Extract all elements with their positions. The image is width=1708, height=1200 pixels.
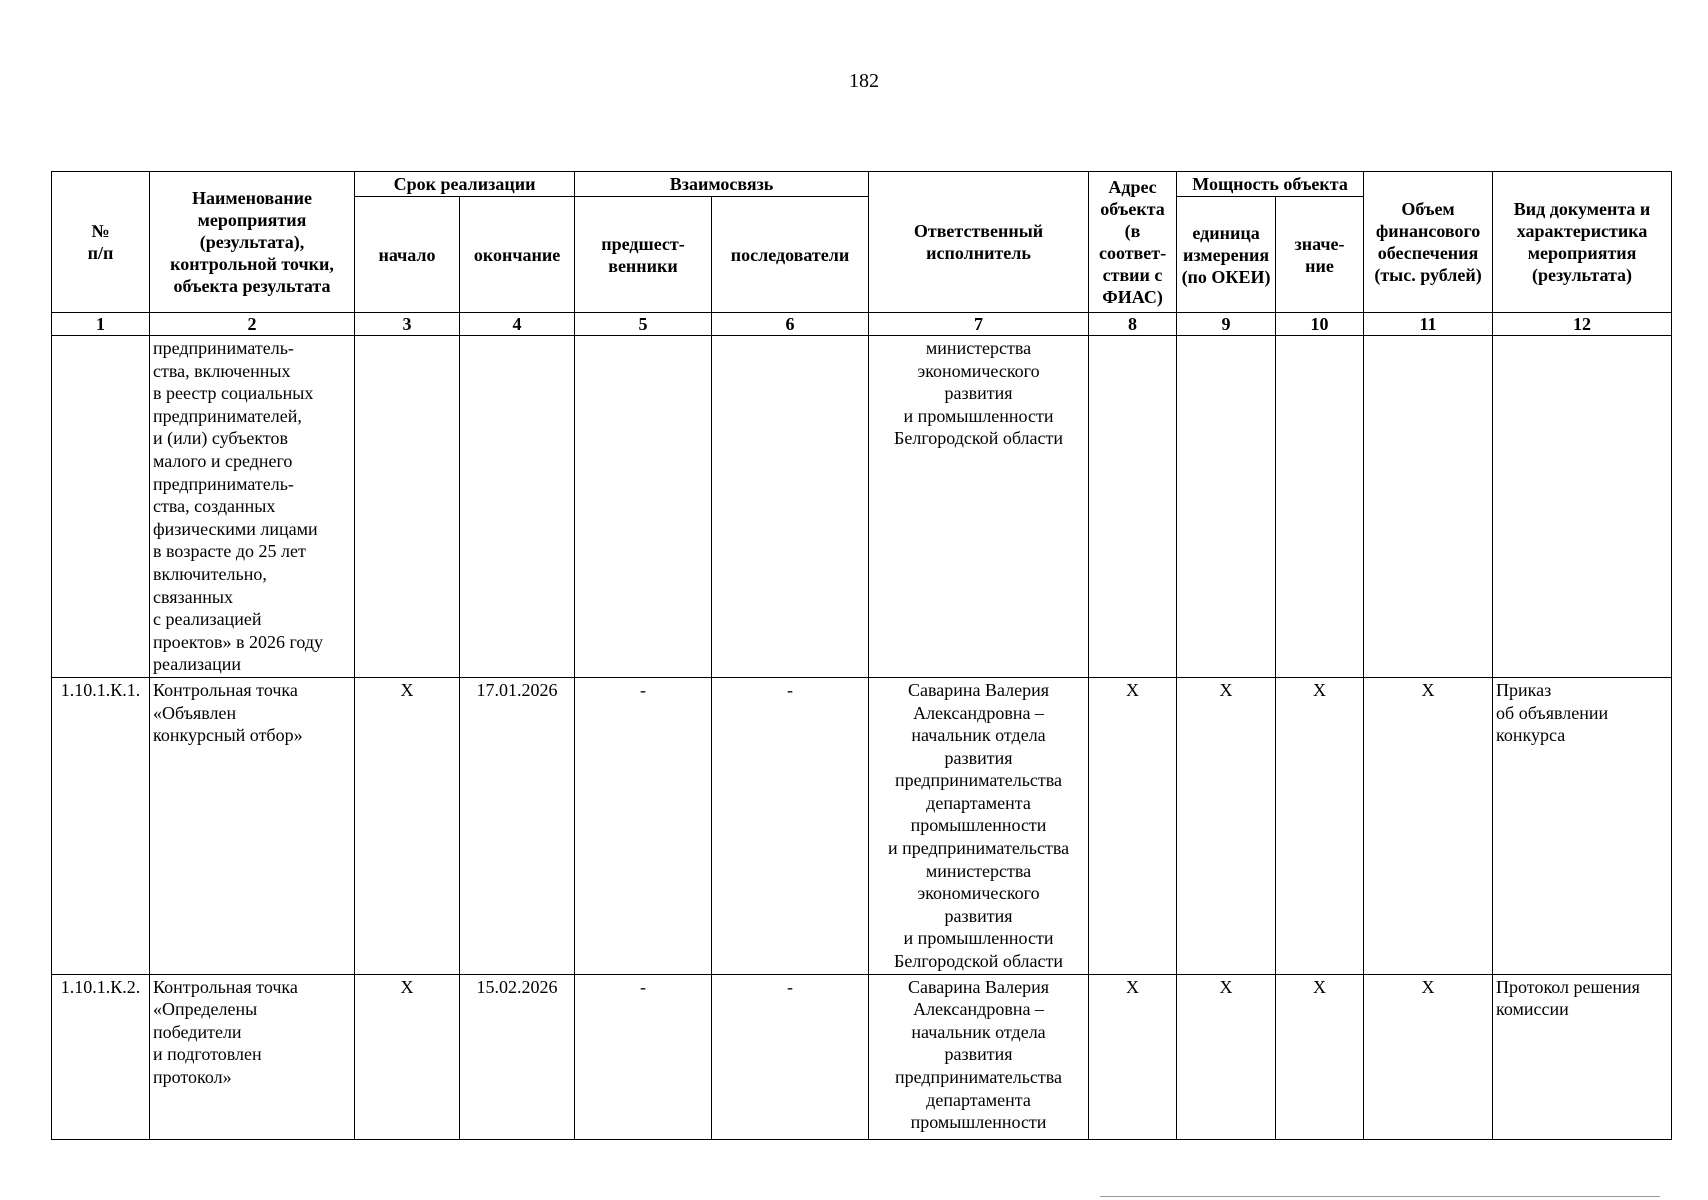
column-number: 12 [1493,313,1672,336]
cell-unit [1177,336,1276,678]
cell-end [460,336,575,678]
header-start: начало [355,197,460,313]
cell-num: 1.10.1.К.1. [52,677,150,974]
cell-start: Х [355,677,460,974]
cell-address [1089,336,1177,678]
cell-successors [712,336,869,678]
header-name: Наименование мероприятия (результата), контрольной точки, объекта результата [150,172,355,313]
cell-end: 15.02.2026 [460,974,575,1139]
cell-doc-type: Протокол решения комиссии [1493,974,1672,1139]
header-period: Срок реализации [355,172,575,197]
column-number: 9 [1177,313,1276,336]
cell-executor: Саварина Валерия Александровна – начальник отдела развития предпринимательства департамента промышленности [869,974,1089,1139]
cell-start: Х [355,974,460,1139]
column-number: 2 [150,313,355,336]
cell-successors: - [712,677,869,974]
page-number: 182 [849,70,879,92]
cell-address: Х [1089,677,1177,974]
cell-value: Х [1276,974,1364,1139]
cell-end: 17.01.2026 [460,677,575,974]
cell-value [1276,336,1364,678]
cell-unit: Х [1177,974,1276,1139]
cell-predecessors [575,336,712,678]
cell-unit: Х [1177,677,1276,974]
cell-name: Контрольная точка «Определены победители и подготовлен протокол» [150,974,355,1139]
table-row [52,974,1672,1139]
column-number: 1 [52,313,150,336]
cell-executor: Саварина Валерия Александровна – начальник отдела развития предпринимательства департамента промышленности и предпринимательства министерства экономического развития и промышленности Белгородской области [869,677,1089,974]
header-relation: Взаимосвязь [575,172,869,197]
cell-doc-type [1493,336,1672,678]
column-number: 6 [712,313,869,336]
cell-start [355,336,460,678]
column-number: 7 [869,313,1089,336]
cell-executor: министерства экономического развития и промышленности Белгородской области [869,336,1089,678]
cell-value: Х [1276,677,1364,974]
table-row [52,677,1672,974]
column-number: 4 [460,313,575,336]
header-capacity: Мощность объекта [1177,172,1364,197]
table-row [52,336,1672,678]
plan-table [51,171,1672,1140]
cell-doc-type: Приказ об объявлении конкурса [1493,677,1672,974]
column-number: 10 [1276,313,1364,336]
column-number: 5 [575,313,712,336]
header-value: значе- ние [1276,197,1364,313]
cell-funding: Х [1364,974,1493,1139]
cell-num: 1.10.1.К.2. [52,974,150,1139]
cell-name: предприниматель- ства, включенных в реестр социальных предпринимателей, и (или) субъектов малого и среднего предприниматель- ства, созданных физическими лицами в возрасте до 25 лет включительно, связанных с реализацией проектов» в 2026 году реализации [150,336,355,678]
cell-address: Х [1089,974,1177,1139]
cell-num [52,336,150,678]
cell-predecessors: - [575,677,712,974]
header-predecessors: предшест- венники [575,197,712,313]
header-num: № п/п [52,172,150,313]
column-number: 3 [355,313,460,336]
cell-funding [1364,336,1493,678]
header-end: окончание [460,197,575,313]
cell-name: Контрольная точка «Объявлен конкурсный отбор» [150,677,355,974]
column-number: 8 [1089,313,1177,336]
cell-predecessors: - [575,974,712,1139]
header-unit: единица измерения (по ОКЕИ) [1177,197,1276,313]
column-number: 11 [1364,313,1493,336]
header-successors: последователи [712,197,869,313]
header-funding: Объем финансового обеспечения (тыс. рублей) [1364,172,1493,313]
cell-funding: Х [1364,677,1493,974]
header-doc-type: Вид документа и характеристика мероприятия (результата) [1493,172,1672,313]
header-address: Адрес объекта (в соответ-ствии с ФИАС) [1089,172,1177,313]
header-executor: Ответственный исполнитель [869,172,1089,313]
scan-edge-line [1100,1196,1660,1197]
cell-successors: - [712,974,869,1139]
